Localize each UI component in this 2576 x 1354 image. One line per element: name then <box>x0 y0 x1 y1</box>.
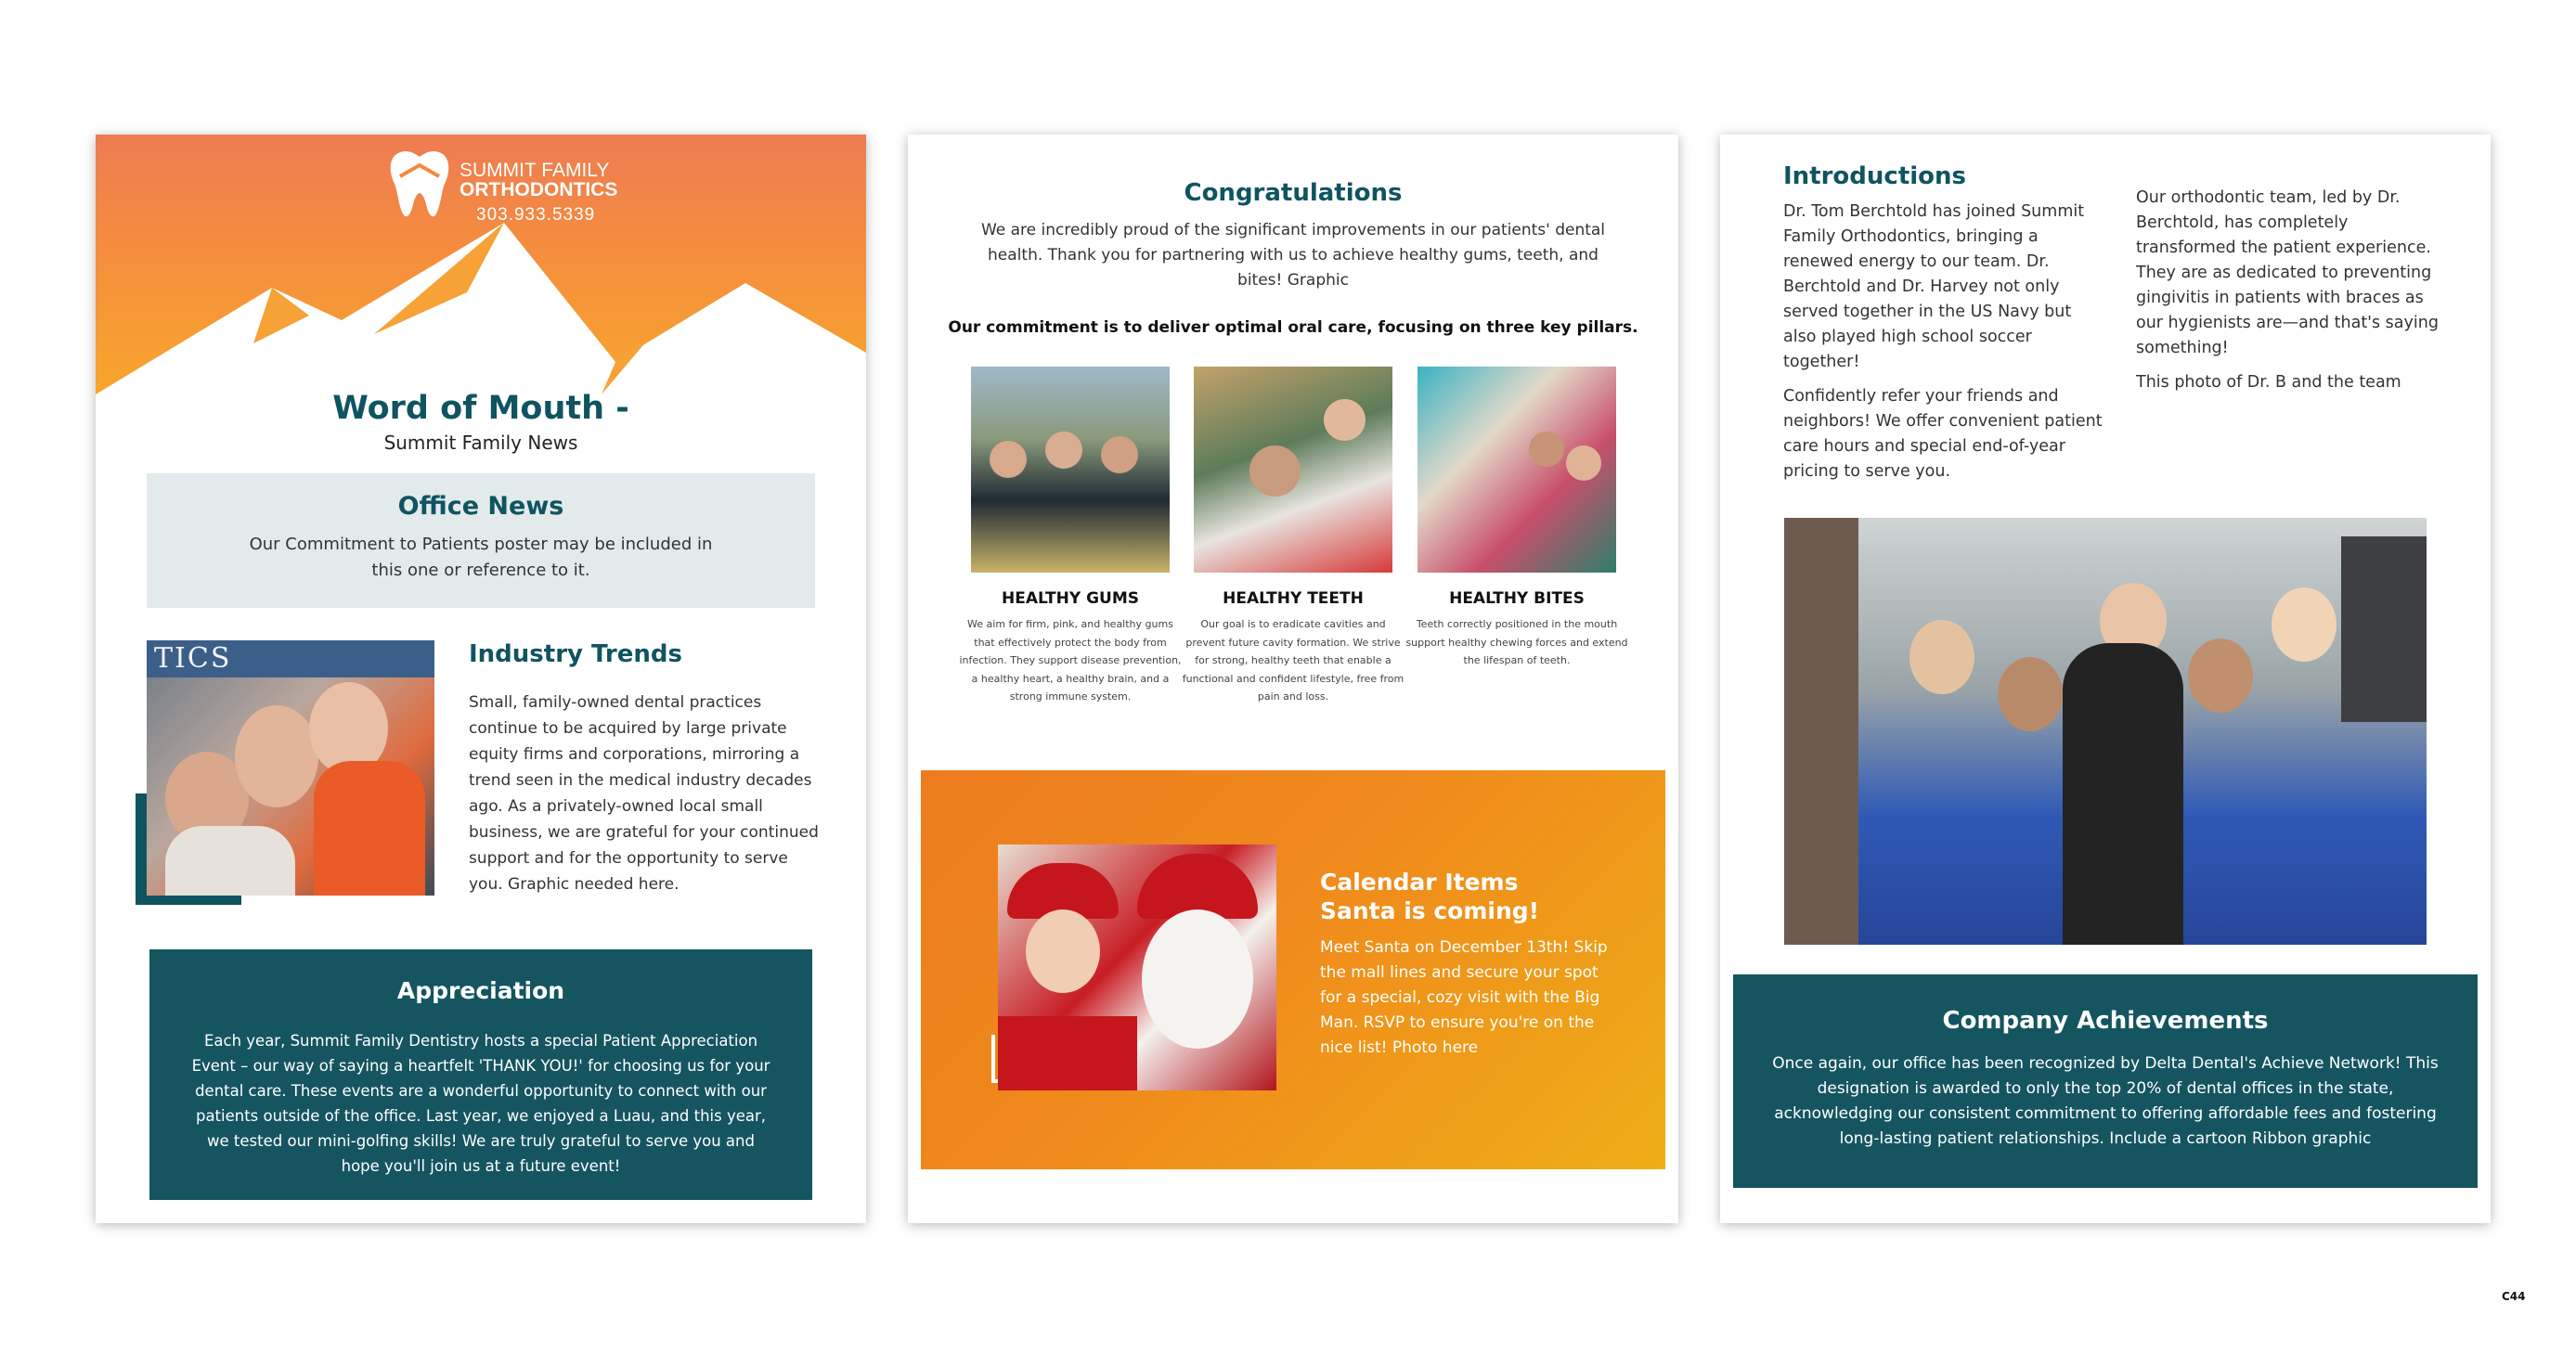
achievements-text: Once again, our office has been recognized by Delta Dental's Achieve Network! This designation is awarded to only the top 20% of dental offices in the state, acknowledging our consistent commitment to offering affordable fees and fostering long-lasting patient relationships. Include a cartoon Ribbon graphic <box>1772 1054 2439 1148</box>
pillar-text-teeth: Our goal is to eradicate cavities and prevent future cavity formation. We strive for strong, healthy teeth that enable a functional and confident lifestyle, free from pain and loss. <box>1182 618 1405 703</box>
office-news-title: Office News <box>397 492 564 521</box>
achievements-title: Company Achievements <box>1942 1007 2269 1035</box>
newsletter-page-3 <box>1720 135 2491 1223</box>
appreciation-text: Each year, Summit Family Dentistry hosts a special Patient Appreciation Event – our way of saying a heartfelt 'THANK YOU!' for choosing us for your dental care. These events are a wonderful opportunity to connect with our patients outside of the office. Last year, we enjoyed a Luau, and this year, we tested our mini-golfing skills! We are truly grateful to serve you and hope you'll join us at a future event! <box>191 1032 770 1175</box>
industry-trends-text: Small, family-owned dental practices continue to be acquired by large private equity firms and corporations, mirroring a trend seen in the medical industry decades ago. As a privately-owned local small business, we are grateful for your continued support and for the opportunity to serve you. Graphic needed here. <box>469 693 819 894</box>
industry-trends-title: Industry Trends <box>469 640 682 668</box>
pillar-title-bites: HEALTHY BITES <box>1449 589 1585 608</box>
introductions-column-1 <box>1783 200 2104 494</box>
santa-photo <box>998 845 1276 1090</box>
calendar-title-line-2: Santa is coming! <box>1320 897 1540 924</box>
page-code: C44 <box>2502 1290 2526 1303</box>
introductions-paragraph-3: Our orthodontic team, led by Dr. Berchtold, has completely transformed the patient experience. They are as dedicated to preventing gingivitis in patients with braces as our hygienists are—and that's saying something! <box>2136 188 2439 357</box>
healthy-bites-photo <box>1417 367 1616 573</box>
brand-line-2: ORTHODONTICS <box>460 179 618 200</box>
calendar-title-line-1: Calendar Items <box>1320 869 1519 896</box>
office-news-panel <box>147 473 815 608</box>
congratulations-text: We are incredibly proud of the significant improvements in our patients' dental health. Thank you for partnering with us to achieve healthy gums, teeth, and bites! Graphic <box>980 221 1606 290</box>
pillar-title-gums: HEALTHY GUMS <box>1002 589 1139 608</box>
introductions-column-2 <box>2136 186 2447 405</box>
introductions-paragraph-1: Dr. Tom Berchtold has joined Summit Family Orthodontics, bringing a renewed energy to our team. Dr. Berchtold and Dr. Harvey not only served together in the US Navy but also played high school soccer together! <box>1783 202 2085 371</box>
appreciation-title: Appreciation <box>396 977 565 1004</box>
brand-name <box>460 161 617 200</box>
pillar-text-bites: Teeth correctly positioned in the mouth support healthy chewing forces and extend the lifespan of teeth. <box>1405 618 1628 666</box>
calendar-text: Meet Santa on December 13th! Skip the mall lines and secure your spot for a special, cozy visit with the Big Man. RSVP to ensure you're on the nice list! Photo here <box>1320 938 1608 1057</box>
pillar-text-gums: We aim for firm, pink, and healthy gums that effectively protect the body from infection. They support disease prevention, a healthy heart, a healthy brain, and a strong immune system. <box>959 618 1182 703</box>
family-photo <box>147 640 434 896</box>
appreciation-panel <box>149 949 812 1200</box>
brand-line-1: SUMMIT FAMILY <box>460 160 610 181</box>
newsletter-title: Word of Mouth - <box>332 390 629 427</box>
healthy-gums-photo <box>971 367 1170 573</box>
pillar-title-teeth: HEALTHY TEETH <box>1223 589 1364 608</box>
storefront-sign-text: TICS <box>154 642 232 675</box>
mountain-graphic <box>96 223 866 418</box>
office-news-text: Our Commitment to Patients poster may be included in this one or reference to it. <box>249 535 713 580</box>
healthy-teeth-photo <box>1194 367 1392 573</box>
tooth-logo-icon <box>389 148 450 219</box>
commitment-statement: Our commitment is to deliver optimal oral care, focusing on three key pillars. <box>948 318 1638 337</box>
newsletter-subtitle: Summit Family News <box>383 432 578 454</box>
introductions-paragraph-2: Confidently refer your friends and neighbors! We offer convenient patient care hours and special end-of-year pricing to serve you. <box>1783 387 2103 481</box>
team-photo <box>1784 518 2427 945</box>
brand-phone: 303.933.5339 <box>476 205 596 225</box>
newsletter-page-2 <box>908 135 1678 1223</box>
congratulations-title: Congratulations <box>1184 179 1403 207</box>
introductions-title: Introductions <box>1783 162 1967 190</box>
calendar-title <box>1320 868 1539 925</box>
introductions-paragraph-4: This photo of Dr. B and the team <box>2136 373 2401 392</box>
newsletter-page-1 <box>96 135 866 1223</box>
achievements-panel <box>1733 974 2478 1188</box>
